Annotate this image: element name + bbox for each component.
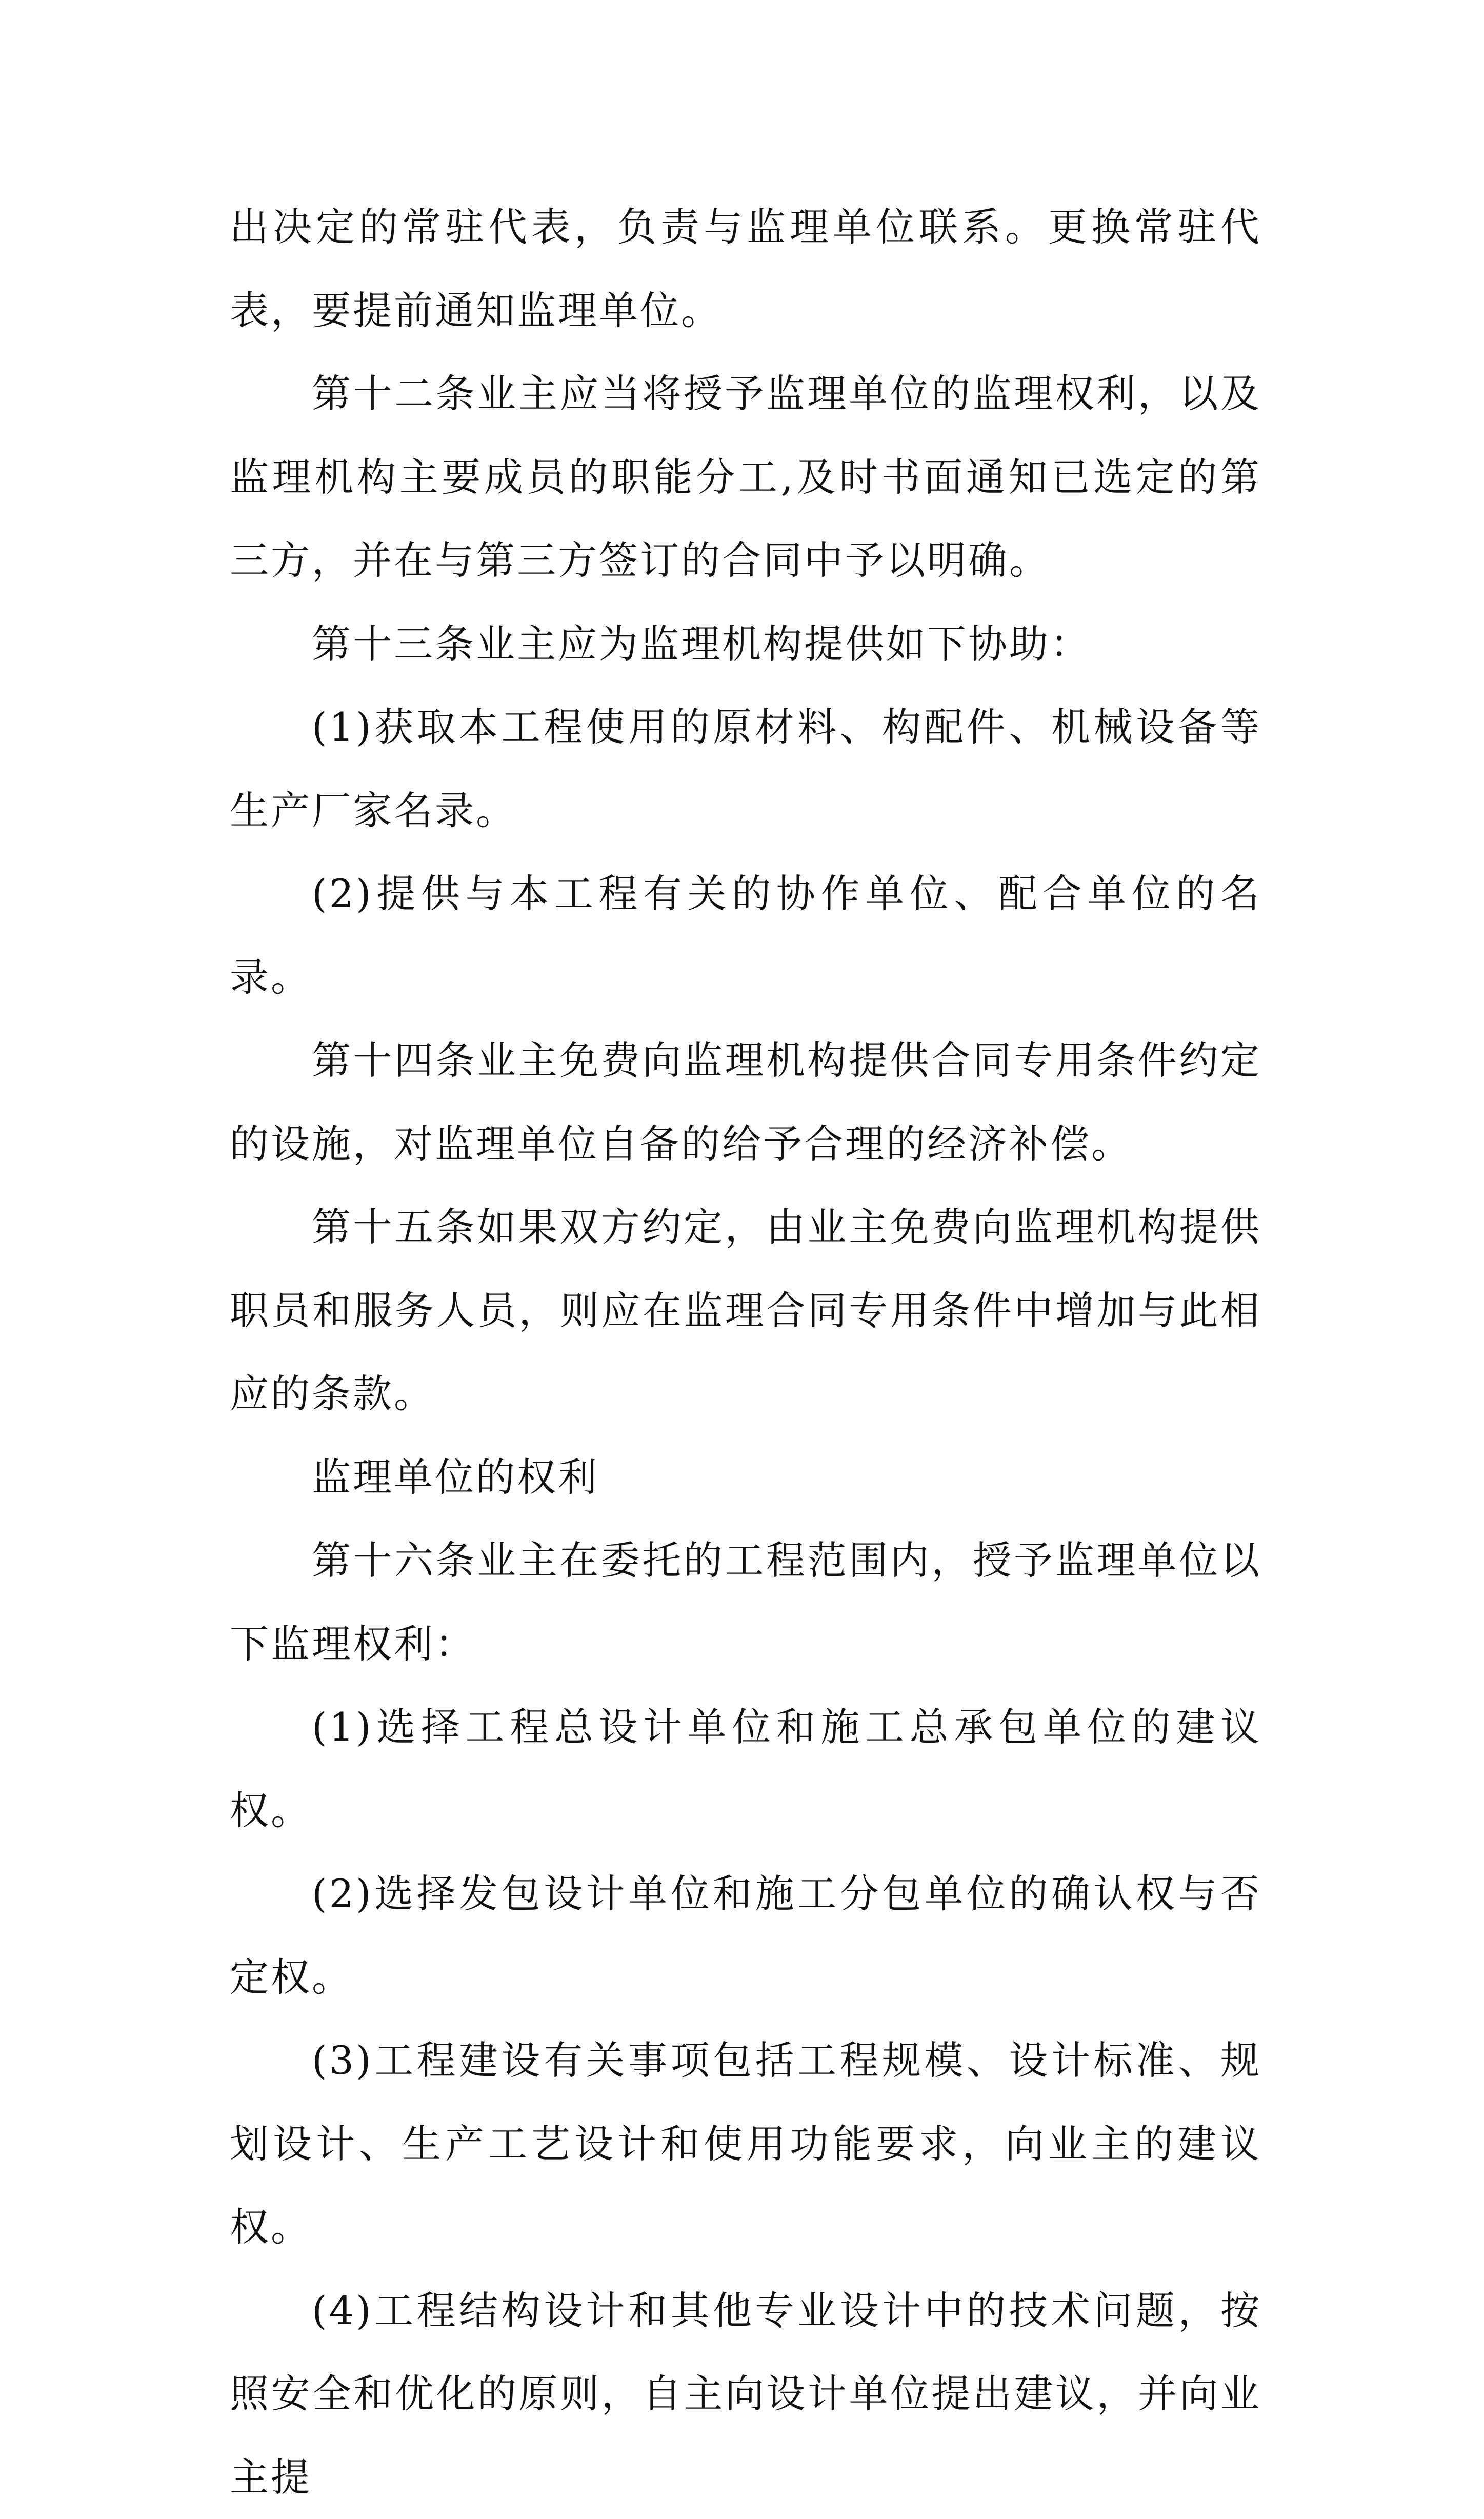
paragraph-article-13-item-1: (1)获取本工程使用的原材料、构配件、机械设备等生产厂家名录。 <box>230 686 1261 852</box>
paragraph-article-16-item-2: (2)选择发包设计单位和施工分包单位的确认权与否定权。 <box>230 1852 1261 2019</box>
paragraph-article-14: 第十四条业主免费向监理机构提供合同专用条件约定的设施，对监理单位自备的给予合理的经济补偿。 <box>230 1019 1261 1186</box>
section-heading-supervisor-rights: 监理单位的权利 <box>230 1436 1261 1520</box>
paragraph-article-16-item-4: (4)工程结构设计和其他专业设计中的技术问题，按照安全和优化的原则，自主向设计单位提出建议，并向业主提 <box>230 2269 1261 2519</box>
paragraph-article-12: 第十二条业主应当将授予监理单位的监理权利，以及监理机构主要成员的职能分工,及时书面通知已选定的第三方，并在与第三方签订的合同中予以明确。 <box>230 352 1261 603</box>
paragraph-article-13-item-2: (2)提供与本工程有关的协作单位、配合单位的名录。 <box>230 852 1261 1019</box>
paragraph-article-15: 第十五条如果双方约定，由业主免费向监理机构提供职员和服务人员，则应在监理合同专用条件中增加与此相应的条款。 <box>230 1186 1261 1436</box>
paragraph-article-16-item-1: (1)选择工程总设计单位和施工总承包单位的建议权。 <box>230 1686 1261 1852</box>
paragraph-article-13: 第十三条业主应为监理机构提供如下协助： <box>230 603 1261 686</box>
document-body <box>230 186 1261 2519</box>
paragraph-article-16: 第十六条业主在委托的工程范围内，授予监理单位以下监理权利： <box>230 1519 1261 1686</box>
paragraph-continuation: 出决定的常驻代表，负责与监理单位联系。更换常驻代表，要提前通知监理单位。 <box>230 186 1261 352</box>
paragraph-article-16-item-3: (3)工程建设有关事项包括工程规模、设计标准、规划设计、生产工艺设计和使用功能要求，向业主的建议权。 <box>230 2019 1261 2269</box>
